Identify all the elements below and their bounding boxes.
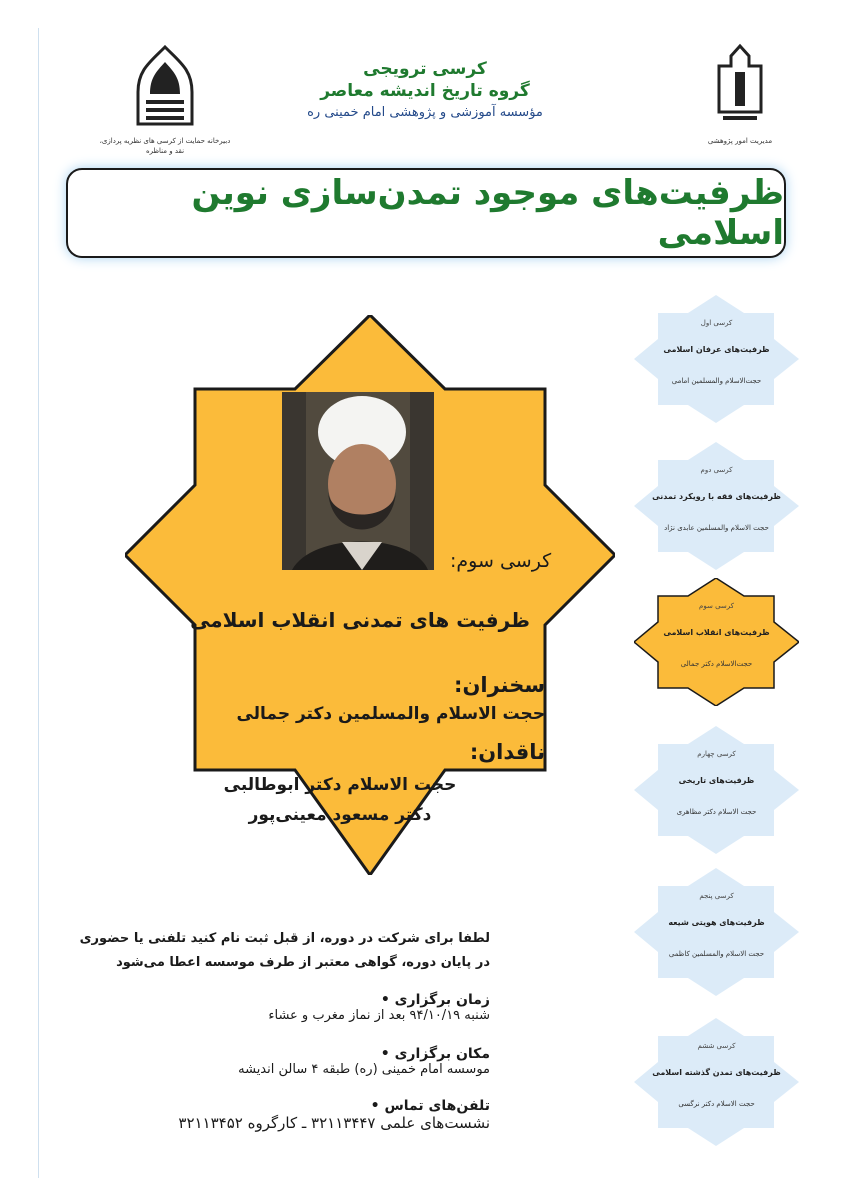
header-lines [260,58,590,124]
title-box [66,168,786,258]
time-value: شنبه ۹۴/۱۰/۱۹ بعد از نماز مغرب و عشاء [268,1008,490,1023]
session-1-speaker: حجت‌الاسلام والمسلمین امامی [671,377,762,385]
session-6-speaker: حجت الاسلام دکتر نرگسی [678,1100,755,1108]
speaker-photo [282,392,434,570]
session-label: کرسی سوم: [450,550,552,572]
critics-label: ناقدان: [469,740,545,764]
session-1-title: ظرفیت‌های عرفان اسلامی [663,345,770,354]
session-4-speaker: حجت الاسلام دکتر مظاهری [676,808,757,816]
session-3-title: ظرفیت‌های انقلاب اسلامی [663,628,770,637]
place-label: مکان برگزاری • [60,1046,490,1062]
place-value: موسسه امام خمینی (ره) طبقه ۴ سالن اندیشه [238,1062,490,1077]
session-5-speaker: حجت الاسلام والمسلمین کاظمی [668,950,765,958]
hawza-logo-caption: مدیریت امور پژوهشی [707,137,773,145]
mini-star-shape [634,726,799,854]
mini-star-shape [634,442,799,570]
mini-star-shape [634,578,799,706]
session-star-2 [634,442,799,570]
session-6-label: کرسی ششم [697,1042,736,1050]
phone-value: نشست‌های علمی ۳۲۱۱۳۴۴۷ ـ کارگروه ۳۲۱۱۳۴۵۲ [178,1114,490,1132]
phone-label: تلفن‌های تماس • [60,1098,490,1114]
session-2-title: ظرفیت‌های فقه با رویکرد تمدنی [652,492,781,501]
header-line-1: کرسی ترویجی [363,59,487,79]
session-3-label: کرسی سوم [699,602,734,610]
session-star-5 [634,868,799,996]
phone-section [60,1098,490,1132]
page-title: ظرفیت‌های موجود تمدن‌سازی نوین اسلامی [191,173,784,253]
mini-star-shape [634,295,799,423]
mini-star-shape [634,868,799,996]
registration-notice: لطفا برای شرکت در دوره، از قبل ثبت نام کنید تلفنی یا حضوری [79,931,490,946]
speaker-portrait-icon [282,392,434,570]
critic-1: حجت الاسلام دکتر ابوطالبی [223,775,457,795]
speakers-label: سخنران: [454,673,545,697]
session-6-title: ظرفیت‌های تمدن گذشته اسلامی [652,1068,781,1077]
speaker-name: حجت الاسلام والمسلمین دکتر جمالی [236,704,545,724]
hawza-logo [690,42,790,152]
session-3-speaker: حجت‌الاسلام دکتر جمالی [680,660,753,668]
session-star-4 [634,726,799,854]
session-4-title: ظرفیت‌های تاریخی [678,776,755,785]
time-label: زمان برگزاری • [60,992,490,1008]
session-5-label: کرسی پنجم [699,892,734,900]
session-star-1 [634,295,799,423]
certificate-notice: در پایان دوره، گواهی معتبر از طرف موسسه اعطا می‌شود [116,955,490,970]
place-section [60,1046,490,1077]
hawza-emblem-icon [705,42,775,132]
critic-2: دکتر مسعود معینی‌پور [248,805,432,825]
header-line-2: گروه تاریخ اندیشه معاصر [320,81,530,101]
council-logo-caption: دبیرخانه حمایت از کرسی های نظریه پردازی، نقد و مناظره [99,137,231,155]
session-4-label: کرسی چهارم [697,750,736,758]
session-star-3 [634,578,799,706]
council-logo [95,42,235,155]
council-emblem-icon [120,42,210,132]
session-1-label: کرسی اول [700,319,733,327]
mini-star-shape [634,1018,799,1146]
time-section [60,992,490,1023]
session-star-6 [634,1018,799,1146]
header-line-3: مؤسسه آموزشی و پژوهشی امام خمینی ره [307,105,543,120]
session-2-label: کرسی دوم [700,466,733,474]
session-title: ظرفیت های تمدنی انقلاب اسلامی [190,608,530,632]
session-5-title: ظرفیت‌های هویتی شیعه [668,918,765,927]
session-2-speaker: حجت الاسلام والمسلمین عابدی نژاد [664,524,769,532]
